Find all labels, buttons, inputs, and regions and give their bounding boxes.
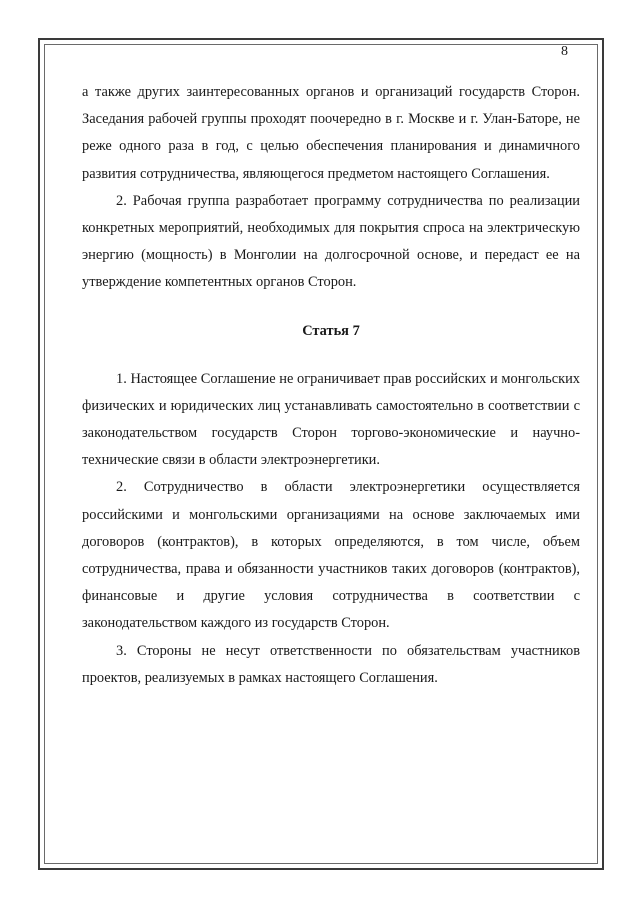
article-heading: Статья 7 bbox=[302, 322, 360, 339]
paragraph-article7-item1: 1. Настоящее Соглашение не ограничивает прав российских и монгольских физических и юридических лиц устанавливать самостоятельно в соответствии с законодательством государств Сторон торгово-экономические и научно-технические связи в области электроэнергетики. bbox=[82, 370, 580, 469]
paragraph-continuation: а также других заинтересованных органов и организаций государств Сторон. Заседания рабочей группы проходят поочередно в г. Москве и г. Улан-Баторе, не реже одного раза в год, с целью обеспечения планирования и динамичного развития сотрудничества, являющегося предметом настоящего Соглашения. bbox=[82, 84, 580, 182]
paragraph-working-group-program: 2. Рабочая группа разработает программу сотрудничества по реализации конкретных мероприятий, необходимых для покрытия спроса на электрическую энергию (мощность) в Монголии на долгосрочной основе, и передаст ее на утверждение компетентных органов Сторон. bbox=[82, 192, 580, 291]
page-number: 8 bbox=[561, 44, 568, 59]
paragraph-article7-item3: 3. Стороны не несут ответственности по обязательствам участников проектов, реализуемых в рамках настоящего Соглашения. bbox=[82, 642, 580, 686]
paragraph-article7-item2: 2. Сотрудничество в области электроэнергетики осуществляется российскими и монгольскими организациями на основе заключаемых ими договоров (контрактов), в которых определяются, в том числе, объем сотрудничества, права и обязанности участников таких договоров (контрактов), финансовые и другие условия сотрудничества в соответствии с законодательством каждого из государств Сторон. bbox=[82, 479, 580, 632]
document-body bbox=[82, 79, 580, 692]
